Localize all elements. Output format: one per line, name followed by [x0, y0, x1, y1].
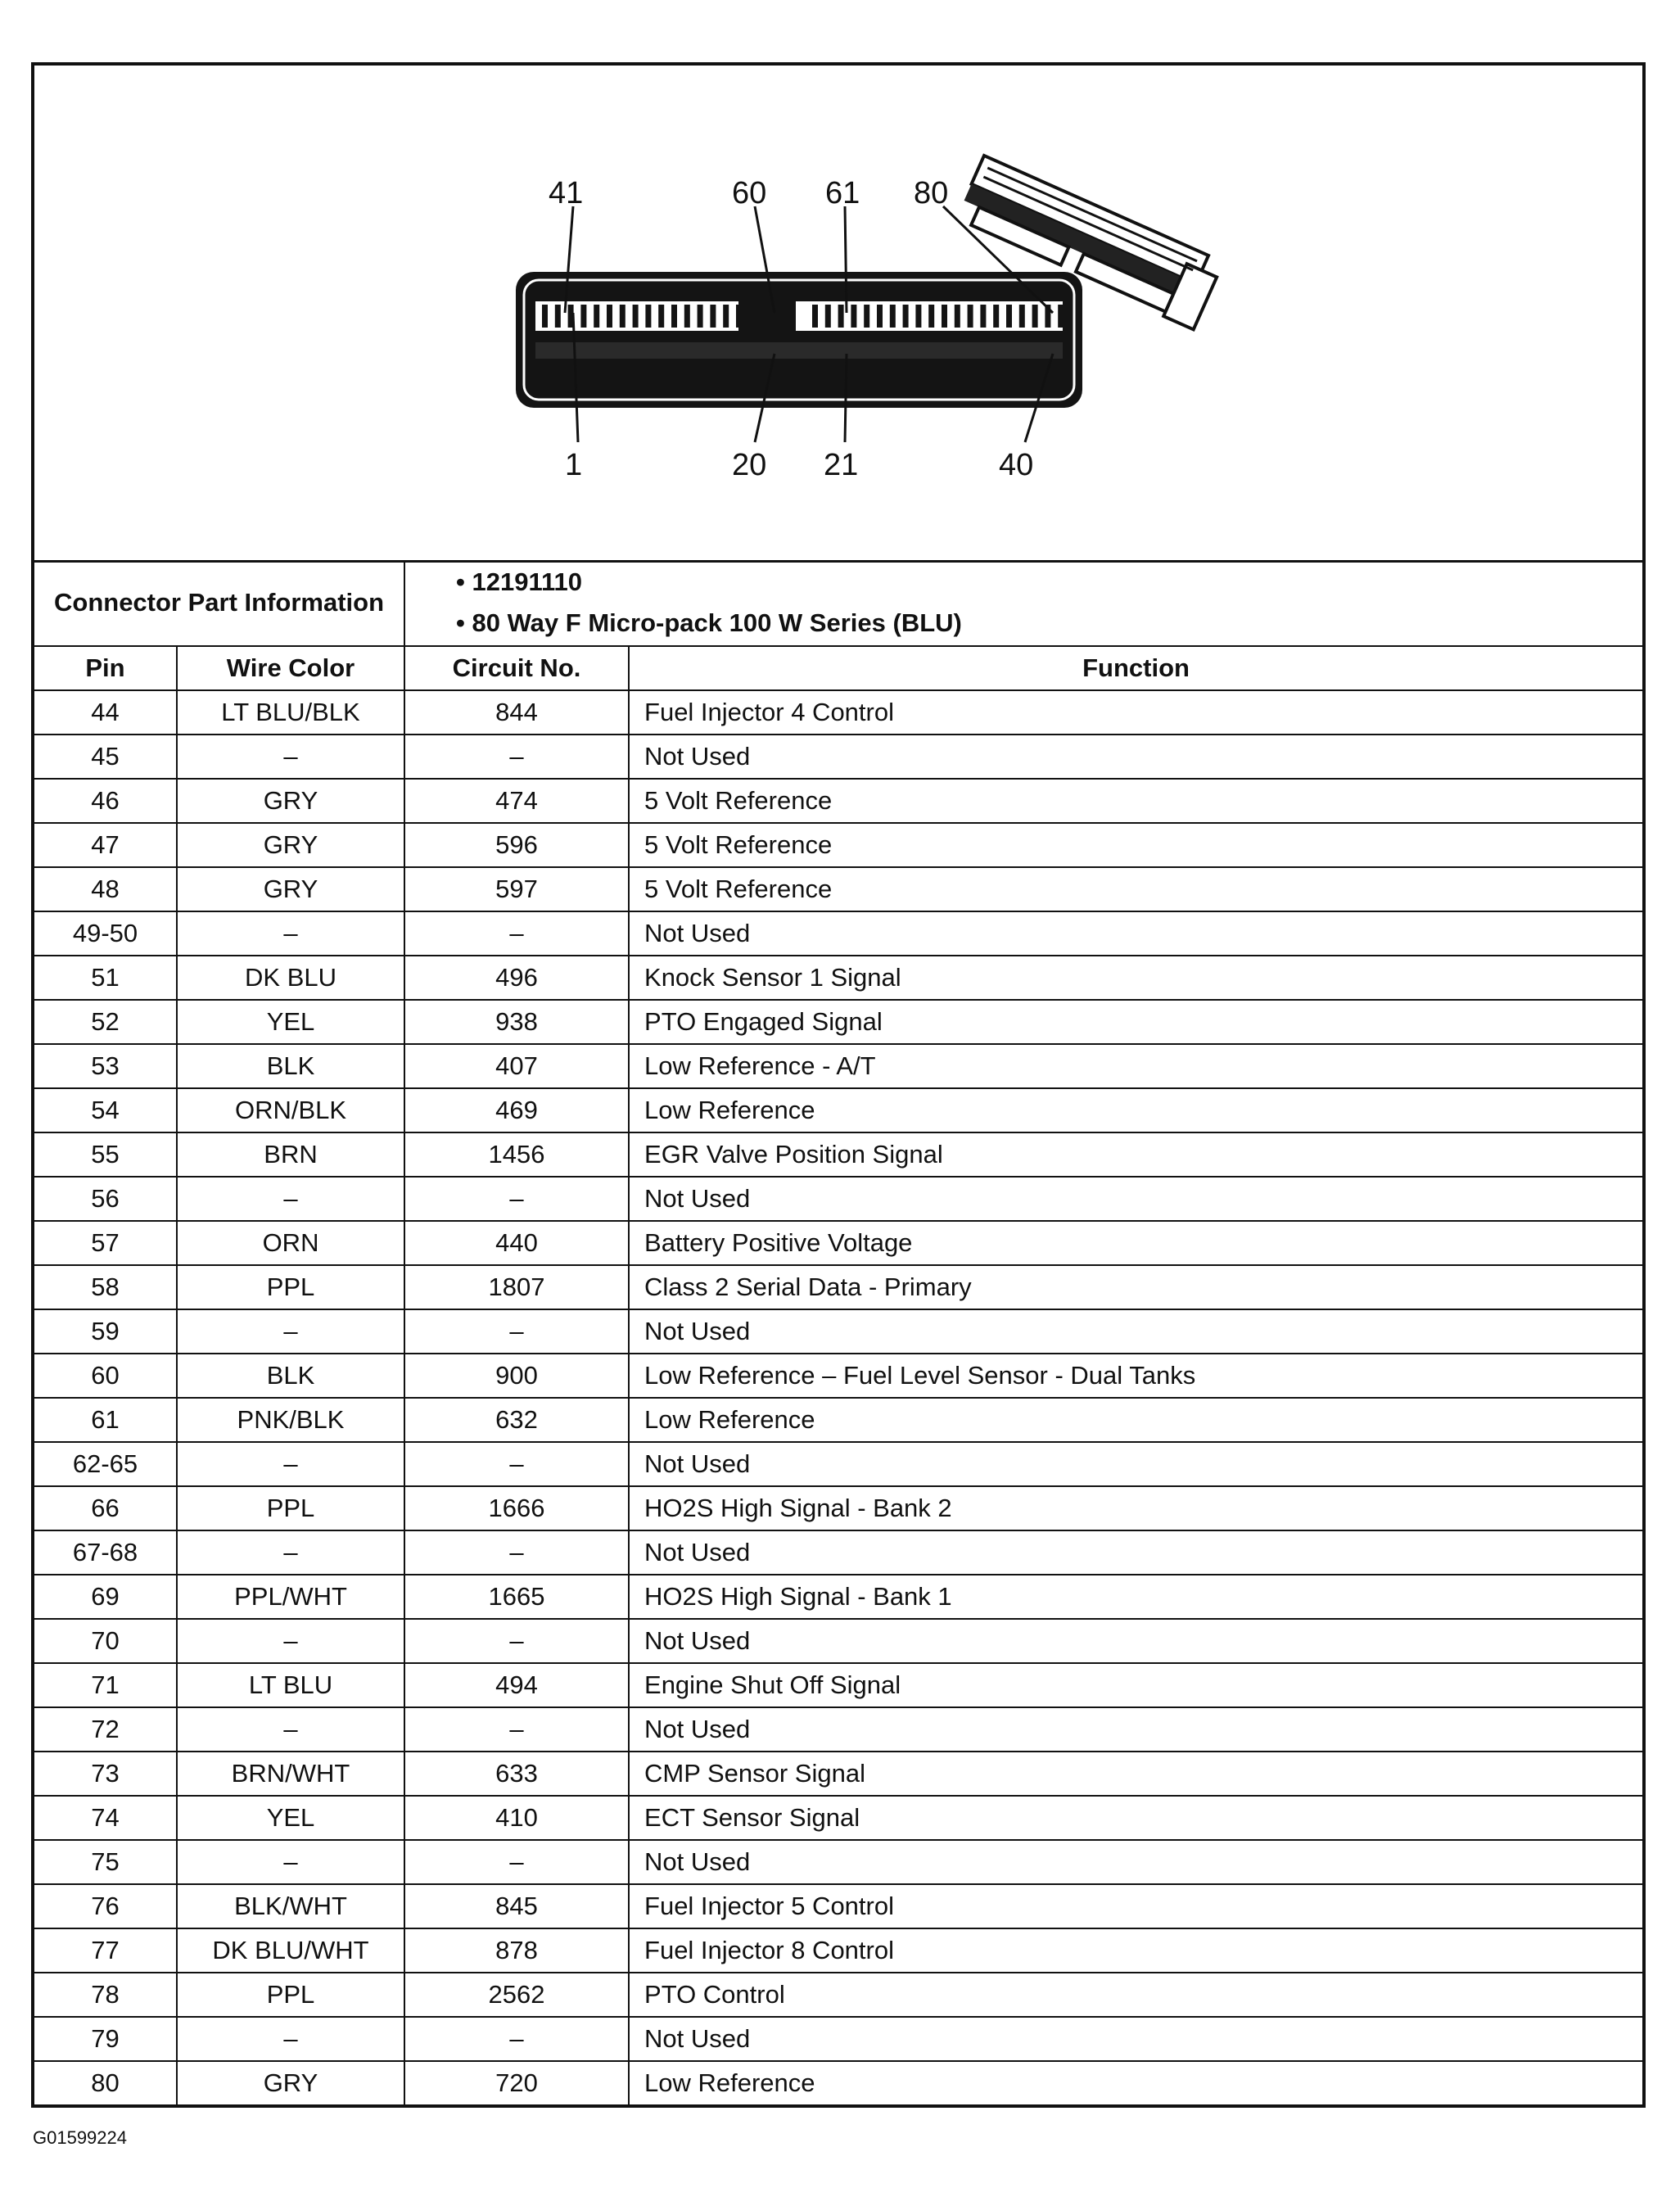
cell-function: Knock Sensor 1 Signal	[629, 956, 1642, 1000]
cell-pin: 80	[34, 2061, 177, 2104]
cell-circuit-no: –	[404, 911, 629, 956]
cell-wire-color: BRN	[177, 1132, 404, 1177]
cell-circuit-no: 1666	[404, 1486, 629, 1530]
connector-illustration	[34, 66, 1642, 560]
cell-function: HO2S High Signal - Bank 2	[629, 1486, 1642, 1530]
cell-pin: 73	[34, 1752, 177, 1796]
cell-pin: 62-65	[34, 1442, 177, 1486]
connector-pin	[864, 305, 869, 328]
cell-wire-color: GRY	[177, 867, 404, 911]
table-row	[34, 823, 1642, 867]
connector-diagram	[34, 66, 1642, 563]
cell-function: Not Used	[629, 1530, 1642, 1575]
cell-circuit-no: 938	[404, 1000, 629, 1044]
connector-pin	[762, 305, 768, 328]
cell-function: Not Used	[629, 1309, 1642, 1354]
cell-function: CMP Sensor Signal	[629, 1752, 1642, 1796]
cell-function: PTO Engaged Signal	[629, 1000, 1642, 1044]
connector-pin	[658, 305, 664, 328]
cell-wire-color: PPL/WHT	[177, 1575, 404, 1619]
cell-wire-color: –	[177, 1840, 404, 1884]
cell-circuit-no: 845	[404, 1884, 629, 1928]
figure-id: G01599224	[33, 2127, 127, 2148]
connector-pin	[993, 305, 999, 328]
cell-pin: 66	[34, 1486, 177, 1530]
cell-circuit-no: 1456	[404, 1132, 629, 1177]
table-row	[34, 1530, 1642, 1575]
table-row	[34, 2061, 1642, 2104]
cell-circuit-no: 878	[404, 1928, 629, 1973]
cell-wire-color: –	[177, 735, 404, 779]
cell-wire-color: –	[177, 1707, 404, 1752]
connector-sheet	[31, 62, 1646, 2108]
table-row	[34, 867, 1642, 911]
cell-circuit-no: –	[404, 1442, 629, 1486]
table-row	[34, 1309, 1642, 1354]
cell-circuit-no: –	[404, 1619, 629, 1663]
cell-wire-color: PPL	[177, 1265, 404, 1309]
cell-pin: 55	[34, 1132, 177, 1177]
connector-pin	[684, 305, 690, 328]
cell-pin: 69	[34, 1575, 177, 1619]
connector-pin	[633, 305, 639, 328]
cell-circuit-no: –	[404, 1707, 629, 1752]
cell-function: Not Used	[629, 911, 1642, 956]
connector-info-label: Connector Part Information	[34, 560, 404, 646]
connector-pin	[594, 305, 599, 328]
cell-pin: 72	[34, 1707, 177, 1752]
cell-wire-color: YEL	[177, 1796, 404, 1840]
pin-label-60: 60	[732, 176, 767, 210]
table-row	[34, 1752, 1642, 1796]
connector-pin	[749, 305, 755, 328]
table-row	[34, 1354, 1642, 1398]
cell-wire-color: GRY	[177, 823, 404, 867]
cell-wire-color: –	[177, 1530, 404, 1575]
cell-pin: 75	[34, 1840, 177, 1884]
pin-label-40: 40	[999, 448, 1034, 482]
cell-pin: 45	[34, 735, 177, 779]
connector-pin	[1058, 305, 1064, 328]
cell-circuit-no: 720	[404, 2061, 629, 2104]
table-row	[34, 1884, 1642, 1928]
cell-function: Not Used	[629, 1840, 1642, 1884]
connector-pin	[698, 305, 703, 328]
cell-function: Not Used	[629, 1177, 1642, 1221]
table-row	[34, 1663, 1642, 1707]
cell-circuit-no: –	[404, 1840, 629, 1884]
cell-pin: 77	[34, 1928, 177, 1973]
table-row	[34, 1398, 1642, 1442]
connector-pin	[1019, 305, 1025, 328]
cell-function: Fuel Injector 8 Control	[629, 1928, 1642, 1973]
connector-info-row	[34, 560, 1642, 646]
connector-pin	[620, 305, 625, 328]
cell-function: Engine Shut Off Signal	[629, 1663, 1642, 1707]
connector-description: • 80 Way F Micro-pack 100 W Series (BLU)	[456, 608, 962, 637]
connector-pin	[580, 305, 586, 328]
cell-function: Low Reference	[629, 1088, 1642, 1132]
connector-pin	[968, 305, 973, 328]
cell-pin: 56	[34, 1177, 177, 1221]
cell-pin: 74	[34, 1796, 177, 1840]
connector-pin	[903, 305, 909, 328]
cell-wire-color: YEL	[177, 1000, 404, 1044]
table-row	[34, 1840, 1642, 1884]
pin-label-21: 21	[824, 448, 859, 482]
column-header-pin: Pin	[34, 646, 177, 690]
table-row	[34, 1928, 1642, 1973]
cell-circuit-no: 440	[404, 1221, 629, 1265]
table-row	[34, 1177, 1642, 1221]
table-row	[34, 1442, 1642, 1486]
cell-circuit-no: 1665	[404, 1575, 629, 1619]
cell-function: Not Used	[629, 735, 1642, 779]
cell-pin: 71	[34, 1663, 177, 1707]
cell-wire-color: PPL	[177, 1973, 404, 2017]
cell-circuit-no: –	[404, 1309, 629, 1354]
cell-function: Low Reference - A/T	[629, 1044, 1642, 1088]
cell-wire-color: BLK/WHT	[177, 1884, 404, 1928]
cell-pin: 70	[34, 1619, 177, 1663]
cell-function: 5 Volt Reference	[629, 823, 1642, 867]
cell-pin: 47	[34, 823, 177, 867]
cell-wire-color: GRY	[177, 2061, 404, 2104]
cell-circuit-no: –	[404, 1177, 629, 1221]
pin-label-20: 20	[732, 448, 767, 482]
table-row	[34, 1707, 1642, 1752]
cell-wire-color: ORN/BLK	[177, 1088, 404, 1132]
cell-pin: 57	[34, 1221, 177, 1265]
cell-wire-color: –	[177, 1309, 404, 1354]
cell-circuit-no: 469	[404, 1088, 629, 1132]
cell-function: HO2S High Signal - Bank 1	[629, 1575, 1642, 1619]
cell-function: Low Reference – Fuel Level Sensor - Dual Tanks	[629, 1354, 1642, 1398]
connector-pin	[890, 305, 896, 328]
cell-pin: 79	[34, 2017, 177, 2061]
cell-circuit-no: 596	[404, 823, 629, 867]
table-row	[34, 1265, 1642, 1309]
cell-wire-color: –	[177, 1442, 404, 1486]
connector-pin	[788, 305, 793, 328]
table-row	[34, 779, 1642, 823]
table-row	[34, 1575, 1642, 1619]
connector-pin	[723, 305, 729, 328]
cell-wire-color: ORN	[177, 1221, 404, 1265]
cell-circuit-no: –	[404, 735, 629, 779]
cell-function: Fuel Injector 5 Control	[629, 1884, 1642, 1928]
column-header-function: Function	[629, 646, 1642, 690]
pin-label-1: 1	[565, 448, 583, 482]
cell-function: Not Used	[629, 2017, 1642, 2061]
connector-pin	[942, 305, 947, 328]
cell-function: 5 Volt Reference	[629, 779, 1642, 823]
cell-function: ECT Sensor Signal	[629, 1796, 1642, 1840]
connector-pin	[671, 305, 677, 328]
connector-pin	[555, 305, 561, 328]
cell-circuit-no: 597	[404, 867, 629, 911]
column-header-circuit-no: Circuit No.	[404, 646, 629, 690]
cell-wire-color: PPL	[177, 1486, 404, 1530]
cell-circuit-no: 632	[404, 1398, 629, 1442]
connector-pin	[736, 305, 742, 328]
connector-pin	[825, 305, 831, 328]
connector-pin	[928, 305, 934, 328]
connector-part-number: • 12191110	[456, 567, 582, 596]
table-row	[34, 1619, 1642, 1663]
cell-wire-color: DK BLU/WHT	[177, 1928, 404, 1973]
cell-pin: 67-68	[34, 1530, 177, 1575]
connector-face	[516, 272, 1082, 408]
cell-wire-color: DK BLU	[177, 956, 404, 1000]
cell-function: Class 2 Serial Data - Primary	[629, 1265, 1642, 1309]
cell-function: 5 Volt Reference	[629, 867, 1642, 911]
cell-wire-color: GRY	[177, 779, 404, 823]
cell-pin: 60	[34, 1354, 177, 1398]
cell-function: Not Used	[629, 1707, 1642, 1752]
cell-circuit-no: 494	[404, 1663, 629, 1707]
table-row	[34, 956, 1642, 1000]
table-row	[34, 735, 1642, 779]
table-row	[34, 911, 1642, 956]
cell-wire-color: –	[177, 1177, 404, 1221]
cell-function: Not Used	[629, 1619, 1642, 1663]
table-row	[34, 1796, 1642, 1840]
cell-pin: 54	[34, 1088, 177, 1132]
table-row	[34, 2017, 1642, 2061]
connector-pin	[645, 305, 651, 328]
cell-circuit-no: 1807	[404, 1265, 629, 1309]
connector-pin	[710, 305, 716, 328]
pin-label-41: 41	[549, 176, 584, 210]
cell-wire-color: BRN/WHT	[177, 1752, 404, 1796]
connector-pin	[1032, 305, 1038, 328]
cell-circuit-no: 844	[404, 690, 629, 735]
connector-pin	[877, 305, 883, 328]
cell-wire-color: LT BLU	[177, 1663, 404, 1707]
cell-pin: 58	[34, 1265, 177, 1309]
cell-pin: 52	[34, 1000, 177, 1044]
cell-pin: 44	[34, 690, 177, 735]
table-row	[34, 1000, 1642, 1044]
table-row	[34, 1221, 1642, 1265]
cell-wire-color: BLK	[177, 1354, 404, 1398]
cell-circuit-no: 2562	[404, 1973, 629, 2017]
cell-pin: 59	[34, 1309, 177, 1354]
cell-wire-color: BLK	[177, 1044, 404, 1088]
connector-pin	[851, 305, 856, 328]
cell-wire-color: –	[177, 2017, 404, 2061]
table-row	[34, 1486, 1642, 1530]
cell-circuit-no: 410	[404, 1796, 629, 1840]
connector-pin	[607, 305, 612, 328]
cell-function: Not Used	[629, 1442, 1642, 1486]
cell-pin: 46	[34, 779, 177, 823]
connector-pin	[812, 305, 818, 328]
pinout-table	[34, 560, 1642, 2104]
cell-function: Low Reference	[629, 1398, 1642, 1442]
cell-function: EGR Valve Position Signal	[629, 1132, 1642, 1177]
cell-pin: 61	[34, 1398, 177, 1442]
cell-wire-color: –	[177, 911, 404, 956]
cell-circuit-no: 633	[404, 1752, 629, 1796]
cell-wire-color: –	[177, 1619, 404, 1663]
table-row	[34, 1973, 1642, 2017]
cell-circuit-no: 474	[404, 779, 629, 823]
connector-pin	[955, 305, 960, 328]
pin-label-61: 61	[825, 176, 860, 210]
table-row	[34, 1132, 1642, 1177]
table-row	[34, 1044, 1642, 1088]
table-row	[34, 1088, 1642, 1132]
cell-pin: 78	[34, 1973, 177, 2017]
cell-pin: 48	[34, 867, 177, 911]
table-header-row	[34, 646, 1642, 690]
cell-function: PTO Control	[629, 1973, 1642, 2017]
cell-circuit-no: 496	[404, 956, 629, 1000]
connector-pin	[542, 305, 548, 328]
cell-circuit-no: 900	[404, 1354, 629, 1398]
connector-pin	[915, 305, 921, 328]
cell-circuit-no: –	[404, 2017, 629, 2061]
cell-function: Battery Positive Voltage	[629, 1221, 1642, 1265]
cell-circuit-no: 407	[404, 1044, 629, 1088]
connector-pin	[980, 305, 986, 328]
connector-pin	[775, 305, 780, 328]
connector-pin	[838, 305, 844, 328]
cell-pin: 53	[34, 1044, 177, 1088]
cell-pin: 76	[34, 1884, 177, 1928]
cell-wire-color: PNK/BLK	[177, 1398, 404, 1442]
cell-circuit-no: –	[404, 1530, 629, 1575]
connector-pin	[1006, 305, 1012, 328]
cell-function: Fuel Injector 4 Control	[629, 690, 1642, 735]
column-header-wire-color: Wire Color	[177, 646, 404, 690]
cell-wire-color: LT BLU/BLK	[177, 690, 404, 735]
pin-label-80: 80	[914, 176, 949, 210]
table-row	[34, 690, 1642, 735]
cell-function: Low Reference	[629, 2061, 1642, 2104]
cell-pin: 49-50	[34, 911, 177, 956]
cell-pin: 51	[34, 956, 177, 1000]
connector-info-details	[404, 560, 1642, 646]
